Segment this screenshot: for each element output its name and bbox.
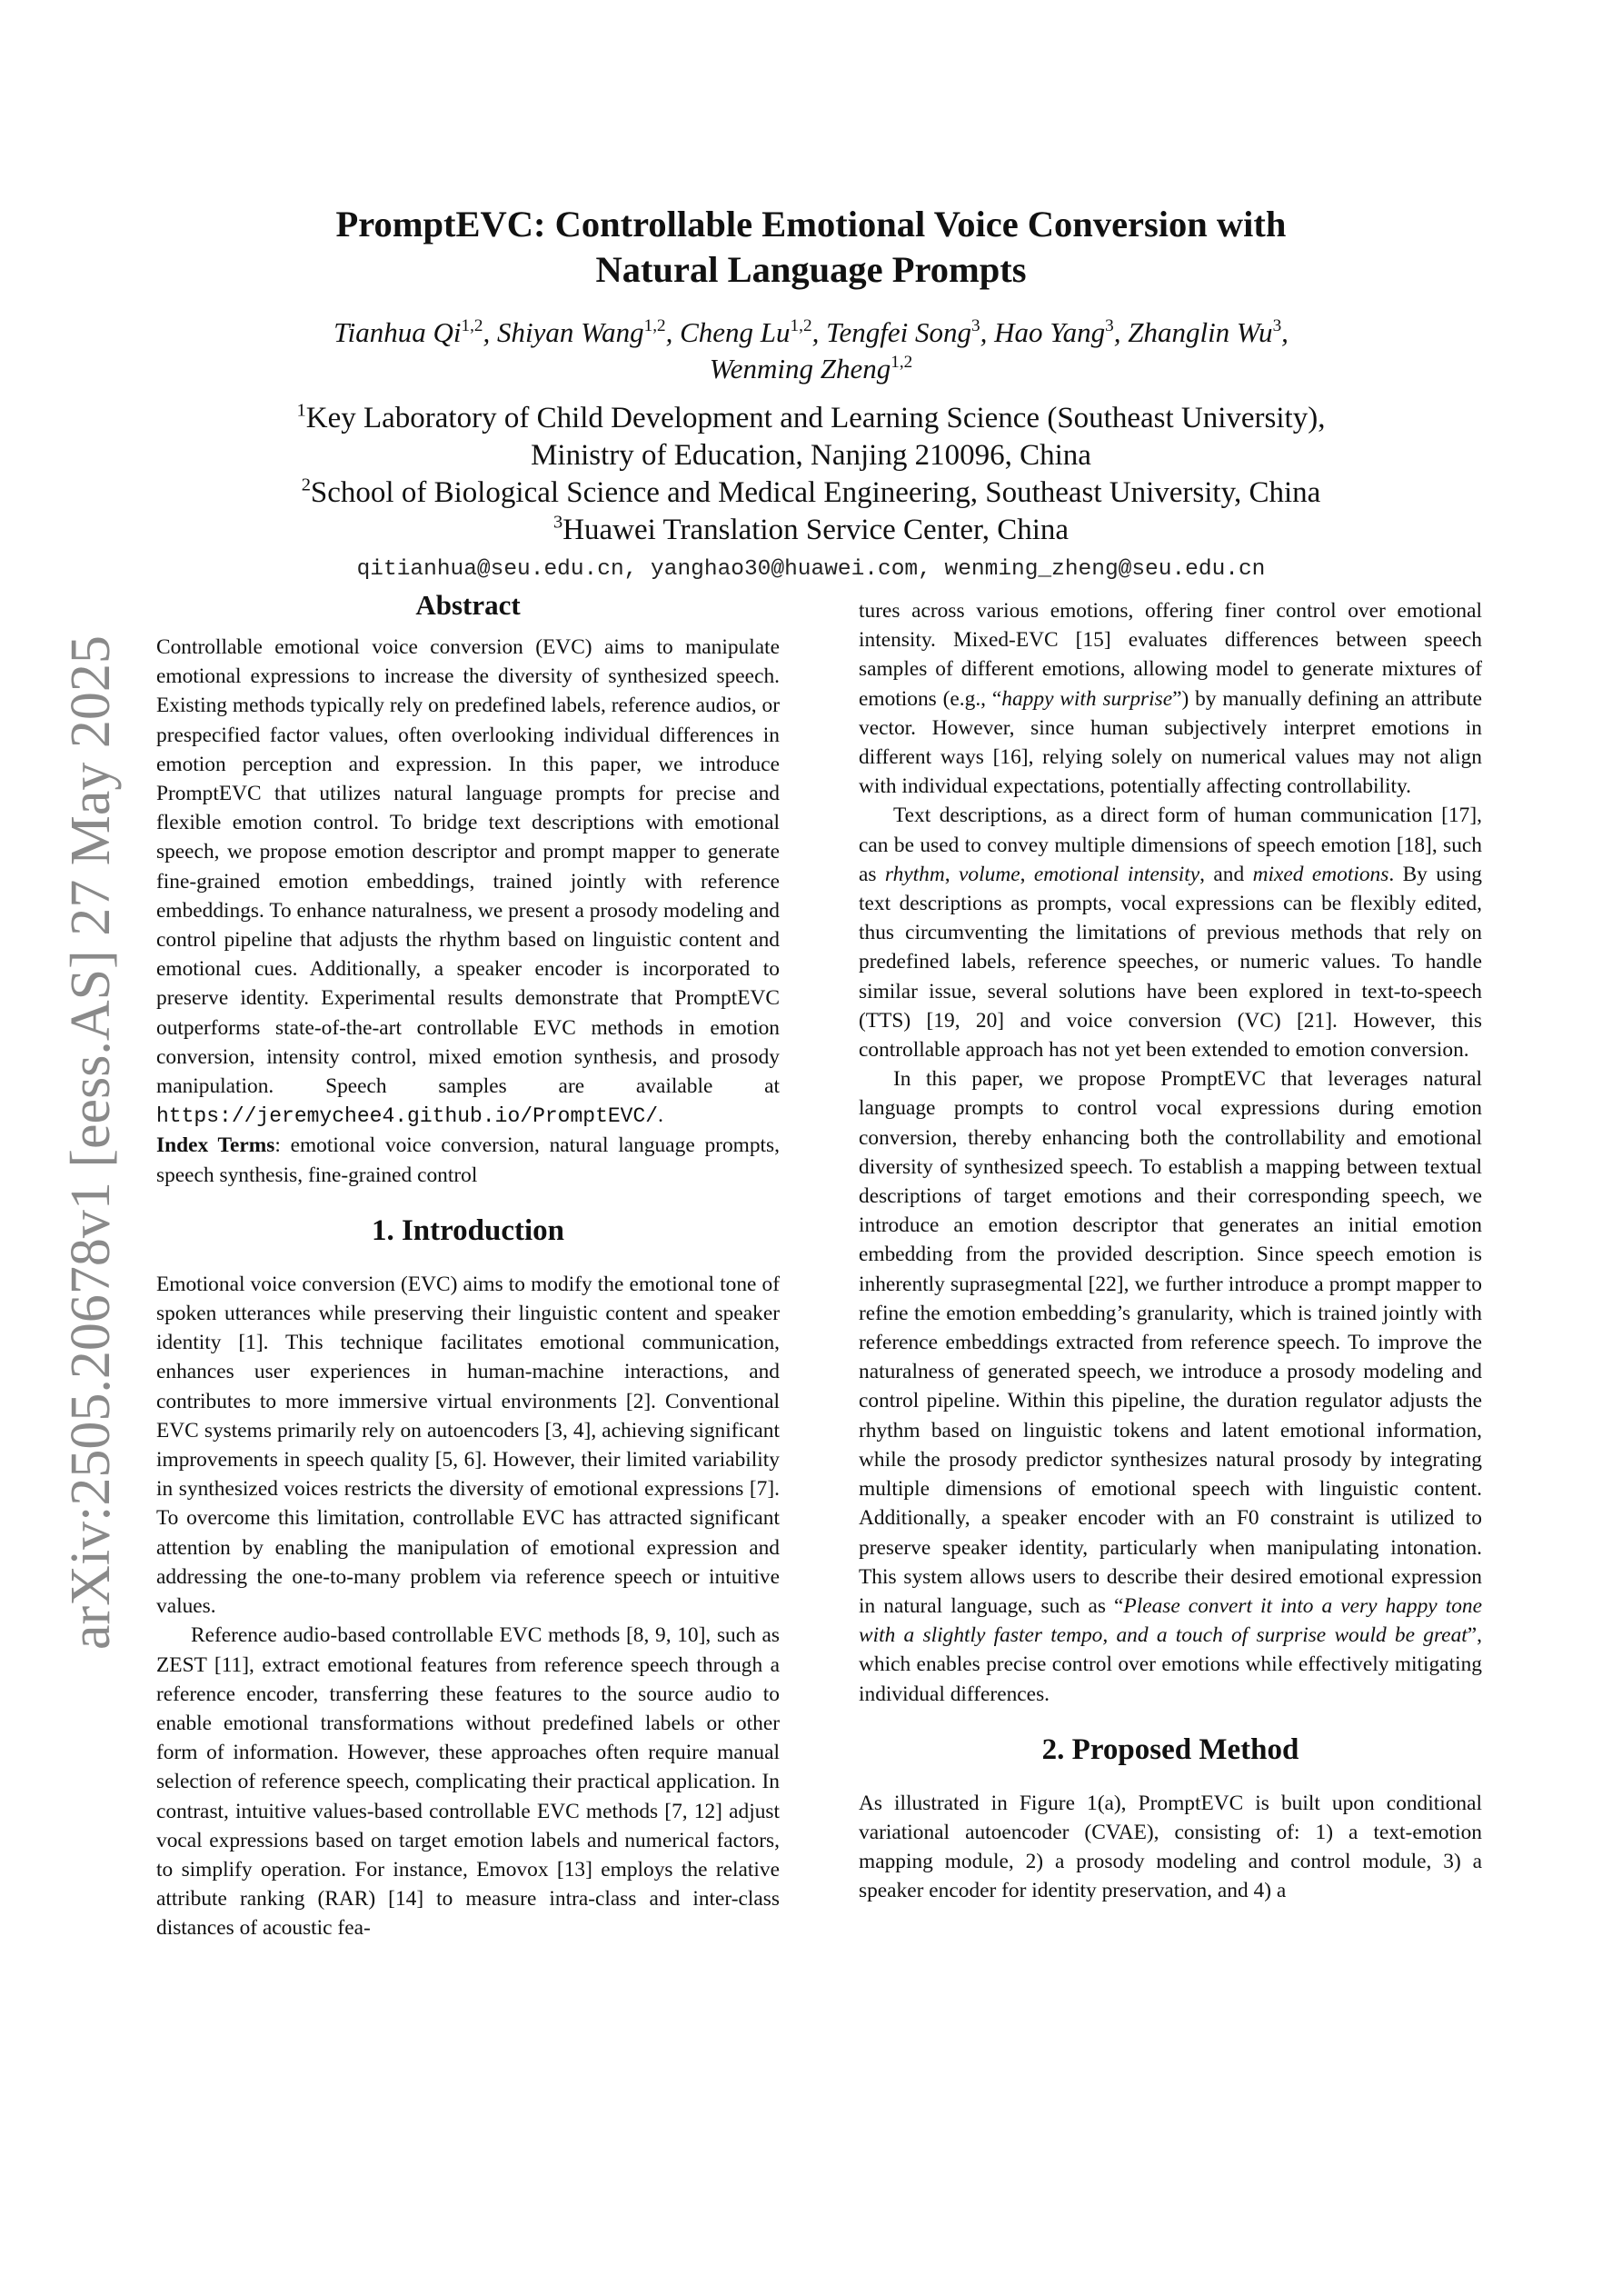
index-terms-label: Index Terms (156, 1133, 275, 1158)
affiliation-list (191, 400, 1431, 549)
author-name: Tianhua Qi (333, 316, 462, 348)
intro-paragraph-1: Emotional voice conversion (EVC) aims to modify the emotional tone of spoken utterances while preserving their linguistic content and speaker identity [1]. This technique facilitates emotional communication, enhances user experiences in human-machine interactions, and contributes to more immersive virtual environments [2]. Conventional EVC systems primarily rely on autoencoders [3, 4], achieving significant improvements in speech quality [5, 6]. However, their limited variability in synthesized voices restricts the diversity of emotional expressions [7]. To overcome this limitation, controllable EVC has attracted significant attention by enabling the manipulation of emotional expression and addressing the one-to-many problem via reference speech or intuitive values. (156, 1272, 780, 1619)
text-run: . By using text descriptions as prompts, vocal expressions can be flexibly edited, thus circumventing the limitations of previous methods that rely on predefined labels, reference speeches, or numeric values. To handle similar issue, several solutions have been explored in text-to-speech (TTS) [19, 20] and voice conversion (VC) [21]. However, this controllable approach has not yet been extended to emotion conversion. (859, 862, 1482, 1063)
text-run: tures across various emotions, offering finer control over emotional intensity. Mixed-EVC [15] evaluates differences between speech samples of different emotions, allowing model to generate mixtures of emotions (e.g., “ (859, 599, 1482, 711)
left-column (156, 587, 780, 1943)
intro-paragraph-3 (859, 801, 1482, 1064)
affiliation-number: 1 (296, 400, 306, 421)
author-affiliation-mark: 1,2 (891, 353, 913, 373)
author-name: Hao Yang (994, 316, 1106, 348)
affiliation-number: 2 (301, 474, 311, 495)
author-affiliation-mark: 1,2 (461, 316, 483, 336)
intro-paragraph-2: Reference audio-based controllable EVC methods [8, 9, 10], such as ZEST [11], extract emotional features from reference speech through a reference encoder, transferring these features to the source audio to enable emotional transformations without predefined labels or other form of information. However, these approaches often require manual selection of reference speech, complicating their practical application. In contrast, intuitive values-based controllable EVC methods [7, 12] adjust vocal expressions based on target emotion labels and numerical factors, to simplify operation. For instance, Emovox [13] employs the relative attribute ranking (RAR) [14] to measure intra-class and inter-class distances of acoustic fea- (156, 1623, 780, 1941)
text-run: Text descriptions, as a direct form of human communication [17], can be used to convey multiple dimensions of speech emotion [18], such as (859, 804, 1482, 886)
intro-paragraph-4 (859, 1064, 1482, 1708)
author-affiliation-mark: 3 (1272, 316, 1282, 336)
text-run: , and (1199, 862, 1253, 886)
author-separator: , (665, 316, 681, 348)
author-separator: , (1281, 316, 1289, 348)
affiliation-number: 3 (552, 512, 563, 533)
affiliation-text: Huawei Translation Service Center, China (562, 514, 1070, 546)
author-name: Shiyan Wang (496, 316, 644, 348)
method-heading: 2. Proposed Method (1041, 1732, 1299, 1766)
abstract-text (156, 633, 780, 1131)
author-separator: , (1113, 316, 1129, 348)
intro-heading: 1. Introduction (371, 1213, 565, 1247)
abstract-heading: Abstract (415, 589, 521, 621)
affiliation-text: Key Laboratory of Child Development and Learning Science (Southeast University), (305, 402, 1326, 434)
emphasis: mixed emotions (1252, 862, 1389, 886)
samples-link-part: github.io/PromptEVC/ (407, 1104, 659, 1129)
right-column (859, 596, 1482, 1906)
arxiv-side-stamp: arXiv:2505.20678v1 [eess.AS] 27 May 2025 (60, 635, 122, 1650)
author-affiliation-mark: 1,2 (790, 316, 812, 336)
author-separator: , (483, 316, 497, 348)
author-emails: qitianhua@seu.edu.cn, yanghao30@huawei.com, wenming_zheng@seu.edu.cn (356, 557, 1266, 582)
author-name: Tengfei Song (826, 316, 971, 348)
intro-paragraph-2-continued (859, 596, 1482, 801)
samples-link-part: https://jeremychee4. (156, 1104, 408, 1129)
emphasis: Please convert it into a very happy tone with a slightly faster tempo, and a touch of surprise would be great (859, 1593, 1483, 1648)
author-affiliation-mark: 3 (1105, 316, 1114, 336)
text-run: , (944, 862, 960, 886)
author-list (191, 314, 1431, 387)
affiliation-text: School of Biological Science and Medical Engineering, Southeast University, China (310, 476, 1321, 509)
affiliation-text: Ministry of Education, Nanjing 210096, China (531, 439, 1091, 472)
index-terms-text: : emotional voice conversion, natural language prompts, speech synthesis, fine-grained control (156, 1133, 780, 1187)
samples-link[interactable] (156, 1104, 658, 1128)
author-name: Wenming Zheng (709, 353, 891, 384)
title-line-2: Natural Language Prompts (595, 249, 1027, 290)
author-separator: , (980, 316, 995, 348)
author-affiliation-mark: 1,2 (643, 316, 666, 336)
method-paragraph-1: As illustrated in Figure 1(a), PromptEVC is built upon conditional variational autoencoder (CVAE), consisting of: 1) a text-emotion mapping module, 2) a prosody modeling and control module, 3) a speaker encoder for identity preservation, and 4) a (859, 1791, 1482, 1903)
text-run: , (1020, 862, 1034, 886)
author-name: Cheng Lu (680, 316, 791, 348)
text-run: In this paper, we propose PromptEVC that leverages natural language prompts to control vocal expressions during emotion conversion, thereby enhancing both the controllability and emotional diversity of synthesized speech. To establish a mapping between textual descriptions of target emotions and their corresponding speech, we introduce an emotion descriptor that generates an initial emotion embedding from the provided description. Since speech emotion is inherently suprasegmental [22], we further introduce a prompt mapper to refine the emotion embedding’s granularity, which is trained jointly with reference embeddings extracted from reference speech. To improve the naturalness of generated speech, we introduce a prosody modeling and control pipeline. Within this pipeline, the duration regulator adjusts the rhythm based on linguistic tokens and latent emotional information, while the prosody predictor synthesizes natural prosody by integrating multiple dimensions of emotional speech with linguistic content. Additionally, a speaker encoder with an F0 constraint is utilized to preserve speaker identity, particularly when manipulating intonation. This system allows users to describe their desired emotional expression in natural language, such as “ (859, 1067, 1482, 1618)
text-run: ”, which enables precise control over emotions while effectively mitigating individual differences. (859, 1623, 1482, 1706)
emphasis: happy with surprise (1001, 686, 1173, 711)
author-separator: , (811, 316, 827, 348)
author-name: Zhanglin Wu (1128, 316, 1273, 348)
abstract-end-period: . (658, 1103, 663, 1128)
emphasis: rhythm (884, 862, 945, 886)
index-terms (156, 1131, 780, 1189)
title-line-1: PromptEVC: Controllable Emotional Voice Conversion with (335, 204, 1287, 245)
author-affiliation-mark: 3 (970, 316, 980, 336)
text-run: ”) by manually defining an attribute vector. However, since human subjectively interpret emotions in different ways [16], relying solely on numerical values may not align with individual expectations, potentially affecting controllability. (859, 686, 1482, 799)
emphasis: emotional intensity (1033, 862, 1200, 886)
emphasis: volume (959, 862, 1020, 886)
abstract-body: Controllable emotional voice conversion (EVC) aims to manipulate emotional expressions to increase the diversity of synthesized speech. Existing methods typically rely on predefined labels, reference audios, or prespecified factor values, often overlooking individual differences in emotion perception and expression. In this paper, we introduce PromptEVC that utilizes natural language prompts for precise and flexible emotion control. To bridge text descriptions with emotional speech, we propose emotion descriptor and prompt mapper to generate fine-grained emotion embeddings, trained jointly with reference embeddings. To enhance naturalness, we present a prosody modeling and control pipeline that adjusts the rhythm based on linguistic content and emotional cues. Additionally, a speaker encoder is incorporated to preserve identity. Experimental results demonstrate that PromptEVC outperforms state-of-the-art controllable EVC methods in emotion conversion, intensity control, mixed emotion synthesis, and prosody manipulation. Speech samples are available at (156, 635, 780, 1099)
paper-title (218, 202, 1404, 293)
